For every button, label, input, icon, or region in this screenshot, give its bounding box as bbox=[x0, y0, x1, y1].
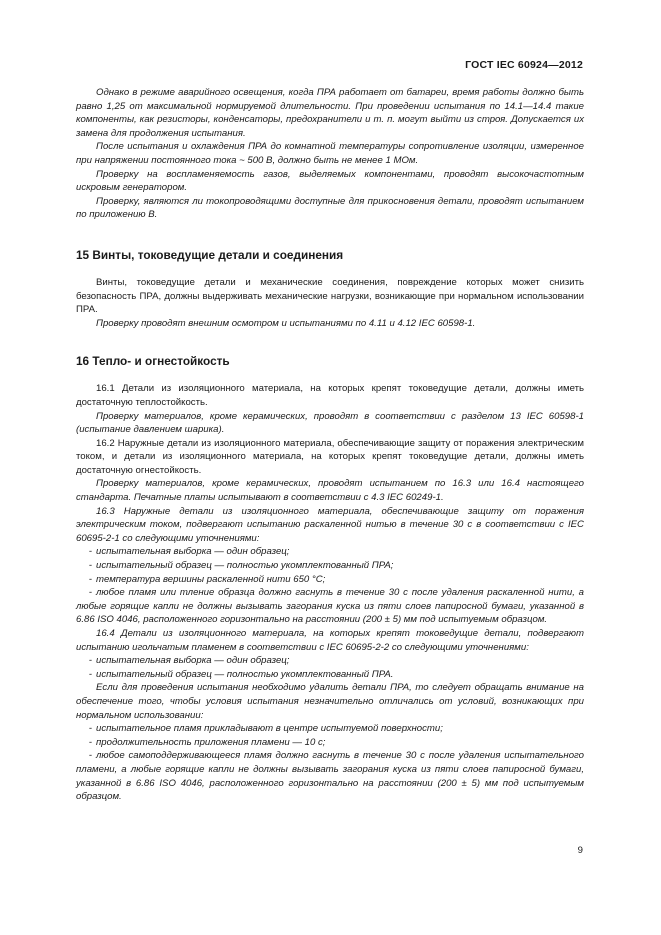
list-item: - испытательное пламя прикладывают в центре испытуемой поверхности; bbox=[88, 723, 443, 735]
clause-16-3: 16.3 Наружные детали из изоляционного материала, обеспечивающие защиту от поражения электрическим током, подвергают испытанию раскаленной нитью в течение 30 с в соответствии с IEC 60695-2-1 со следующими уточнениями: bbox=[76, 505, 584, 544]
list-item: - любое пламя или тление образца должно гаснуть в течение 30 с после удаления раскаленной нити, а любые горящие капли не должны вызывать загорания куска из пяти слоев папиросной бумаги, указанной в 6.86 ISO 4046, расположенного горизонтально на расстоянии (200 ± 5) мм под испытуемым образцом. bbox=[76, 587, 584, 626]
intro-paragraph-4: Проверку, являются ли токопроводящими доступные для прикосновения детали, проводят испытанием по приложению В. bbox=[76, 195, 584, 221]
clause-16-2: 16.2 Наружные детали из изоляционного материала, обеспечивающие защиту от поражения электрическим током, и детали из изоляционного материала, на которых крепят токоведущие детали, должны иметь достаточную огнестойкость. bbox=[76, 437, 584, 476]
page-number: 9 bbox=[577, 845, 583, 856]
intro-paragraph-2: После испытания и охлаждения ПРА до комнатной температуры сопротивление изоляции, измеренное при напряжении постоянного тока ~ 500 В, должно быть не менее 1 МОм. bbox=[76, 141, 584, 166]
clause-16-4: 16.4 Детали из изоляционного материала, на которых крепят токоведущие детали, подвергают испытанию игольчатым пламенем в соответствии с IEC 60695-2-2 со следующими уточнениями: bbox=[76, 628, 584, 653]
intro-paragraph-1: Однако в режиме аварийного освещения, когда ПРА работает от батареи, время работы должно быть равно 1,25 от максимальной нормируемой длительности. При проведении испытания по 14.1—14.4 такие компоненты, как резисторы, конденсаторы, предохранители и т. п. могут выйти из строя. Допускается их замена для продолжения испытания. bbox=[76, 87, 584, 139]
section-15-paragraph: Винты, токоведущие детали и механические соединения, повреждение которых может снизить безопасность ПРА, должны выдерживать механические нагрузки, возникающие при нормальном использовании ПРА. bbox=[76, 276, 584, 316]
list-item: - испытательная выборка — один образец; bbox=[88, 546, 290, 558]
list-item: - испытательный образец — полностью укомплектованный ПРА. bbox=[88, 668, 394, 680]
clause-16-2-check: Проверку материалов, кроме керамических, проводят испытанием по 16.3 или 16.4 настоящего стандарта. Печатные платы испытывают в соответствии с 4.3 IEC 60249-1. bbox=[76, 478, 584, 504]
list-item: - любое самоподдерживающееся пламя должно гаснуть в течение 30 с после удаления испытательного пламени, а любые горящие капли не должны вызывать загорания куска из пяти слоев папиросной бумаги, указанной в 6.86 ISO 4046, расположенного горизонтально на расстоянии (200 ± 5) мм под испытуемым образцом. bbox=[76, 750, 584, 803]
section-15-heading: 15 Винты, токоведущие детали и соединения bbox=[76, 247, 344, 262]
intro-paragraph-3: Проверку на воспламеняемость газов, выделяемых компонентами, проводят высокочастотным искровым генератором. bbox=[76, 168, 584, 194]
list-item: - испытательный образец — полностью укомплектованный ПРА; bbox=[88, 560, 394, 572]
list-item: - продолжительность приложения пламени — 10 с; bbox=[88, 736, 326, 748]
clause-16-4-note: Если для проведения испытания необходимо удалить детали ПРА, то следует обращать внимание на обеспечение того, чтобы условия испытания незначительно отличались от условий, возникающих при нормальном использовании: bbox=[76, 682, 584, 721]
standard-header: ГОСТ IEC 60924—2012 bbox=[465, 59, 583, 71]
section-16-heading: 16 Тепло- и огнестойкость bbox=[76, 354, 230, 369]
section-15-check: Проверку проводят внешним осмотром и испытаниями по 4.11 и 4.12 IEC 60598-1. bbox=[96, 317, 476, 329]
clause-16-1-check: Проверку материалов, кроме керамических, проводят в соответствии с разделом 13 IEC 60598-1 (испытание давлением шарика). bbox=[76, 410, 584, 436]
page-content bbox=[76, 86, 584, 804]
list-item: - температура вершины раскаленной нити 650 °С; bbox=[88, 573, 326, 585]
list-item: - испытательная выборка — один образец; bbox=[88, 655, 290, 667]
clause-16-1: 16.1 Детали из изоляционного материала, на которых крепят токоведущие детали, должны иметь достаточную теплостойкость. bbox=[76, 383, 584, 408]
